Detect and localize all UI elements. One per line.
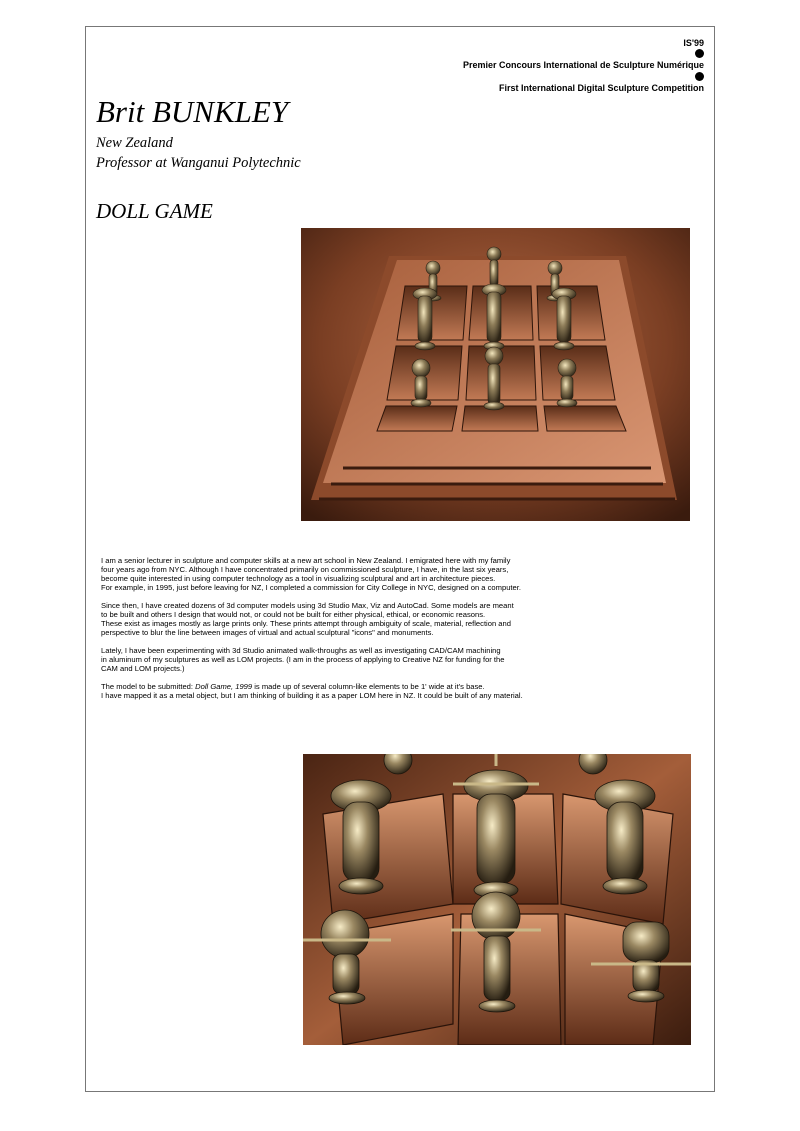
statement-line: become quite interested in using computer technology as a tool in visualizing sculptural and art in architecture pieces.: [101, 574, 496, 583]
statement-line: Since then, I have created dozens of 3d computer models using 3d Studio Max, Viz and AutoCad. Some models are meant: [101, 601, 514, 610]
work-title-inline: Doll Game, 1999: [195, 682, 253, 691]
statement-line: four years ago from NYC. Although I have concentrated primarily on commissioned sculpture, I have, in the last six years,: [101, 565, 509, 574]
statement-line: I have mapped it as a metal object, but I am thinking of building it as a paper LOM here in NZ. It could be built of any material.: [101, 691, 523, 700]
artist-name: Brit BUNKLEY: [96, 94, 289, 129]
artist-position: Professor at Wanganui Polytechnic: [96, 155, 301, 171]
competition-code: IS'99: [683, 38, 704, 48]
statement-line: I am a senior lecturer in sculpture and computer skills at a new art school in New Zealand. I emigrated here with my family: [101, 556, 511, 565]
statement-paragraph-1: [101, 556, 661, 592]
artist-statement: [101, 556, 661, 709]
statement-text: The model to be submitted:: [101, 682, 196, 691]
statement-paragraph-4: [101, 682, 661, 700]
statement-line: in aluminum of my sculptures as well as LOM projects. (I am in the process of applying to Creative NZ for funding for the: [101, 655, 505, 664]
statement-line: Lately, I have been experimenting with 3d Studio animated walk-throughs as well as investigating CAD/CAM machining: [101, 646, 501, 655]
statement-line: CAM and LOM projects.): [101, 664, 185, 673]
bullet-dot: [695, 72, 704, 81]
statement-line: These exist as images mostly as large prints only. These prints attempt through ambiguity of scale, material, reflection and: [101, 619, 511, 628]
statement-text: is made up of several column-like elements to be 1' wide at it's base.: [252, 682, 485, 691]
artist-country: New Zealand: [96, 135, 173, 151]
sculpture-render-overview: [301, 228, 690, 521]
statement-paragraph-2: [101, 601, 661, 637]
bullet-dot: [695, 49, 704, 58]
statement-line: For example, in 1995, just before leaving for NZ, I completed a commission for City College in NYC, designed on a computer.: [101, 583, 521, 592]
competition-title-en: First International Digital Sculpture Competition: [498, 83, 704, 93]
competition-title-fr: Premier Concours International de Sculpture Numérique: [462, 60, 704, 70]
statement-paragraph-3: [101, 646, 661, 673]
statement-line: [101, 682, 661, 691]
sculpture-render-closeup: [303, 754, 691, 1045]
work-title: DOLL GAME: [96, 199, 213, 223]
statement-line: perspective to blur the line between images of virtual and actual sculptural "icons" and monuments.: [101, 628, 434, 637]
statement-line: to be built and others I design that would not, or could not be built for either physical, ethical, or economic reasons.: [101, 610, 486, 619]
